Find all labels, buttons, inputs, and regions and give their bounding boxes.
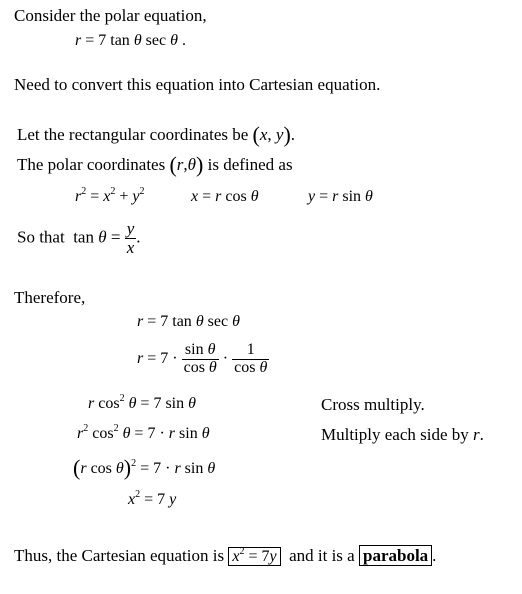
step-3: r $\cos^2 \theta = 7$ sin θ xyxy=(88,393,196,412)
task-statement: Need to convert this equation into Cartesian equation. xyxy=(14,75,381,94)
rect-coords-line: Let the rectangular coordinates be (x, y). xyxy=(17,122,296,147)
so-that-text: So that xyxy=(17,227,65,247)
polar-coords-line: The polar coordinates (r,θ) is defined as xyxy=(17,152,293,177)
conclusion-end: . xyxy=(432,546,437,565)
rect-coords-text: Let the rectangular coordinates be xyxy=(17,125,249,144)
given-equation: r = 7 tan θ sec θ . xyxy=(75,32,186,49)
note-multiply-text: Multiply each side by xyxy=(321,425,469,444)
step-2: r = 7 · $\frac{\text{sin θ}}{\text{cos θ}}$ · $\frac{1}{\text{cos θ}}$ xyxy=(137,341,268,376)
relation-r2: $r^2 = x^2 + y^2$ xyxy=(75,186,145,205)
answer-box: parabola xyxy=(359,545,432,566)
note-cross-multiply: Cross multiply. xyxy=(321,395,425,414)
conclusion-line xyxy=(14,546,436,566)
conclusion-middle: and it is a xyxy=(289,546,355,565)
relation-y: y = r sin θ xyxy=(308,188,373,205)
step-6: $x^2 = 7$ y xyxy=(128,489,177,508)
step-1: r = 7 tan θ sec θ xyxy=(137,313,240,330)
final-equation-box: $x^2 = 7y$ xyxy=(228,547,280,566)
polar-coords-text: The polar coordinates xyxy=(17,155,166,174)
step-4: $r^2$ $\cos^2 \theta = 7 \cdot r$ sin θ xyxy=(77,423,210,442)
therefore-label: Therefore, xyxy=(14,288,86,307)
conclusion-prefix: Thus, the Cartesian equation is xyxy=(14,546,225,565)
tan-relation: So that tan θ = $\frac{y}{x}$ . xyxy=(17,219,141,257)
note-multiply-each-side: Multiply each side by r. xyxy=(321,425,484,444)
defined-as-text: is defined as xyxy=(207,155,293,174)
intro-line: Consider the polar equation, xyxy=(14,6,207,25)
step-5: (r cos θ)$^2$ = 7 · r sin θ xyxy=(73,455,216,480)
relation-x: x = r cos θ xyxy=(191,188,259,205)
